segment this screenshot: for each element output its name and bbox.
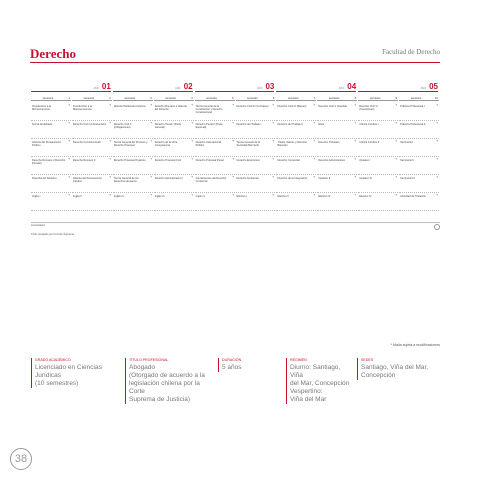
- course-cell: [399, 121, 439, 139]
- course-cell: [72, 193, 112, 211]
- info-label: TÍTULO PROFESIONAL: [129, 358, 169, 362]
- corner-arrow-icon: [232, 122, 234, 124]
- course-cell: [236, 103, 276, 121]
- course-cell: [72, 175, 112, 193]
- course-name: Derecho Procesal Civil: [154, 159, 181, 162]
- course-cell: [72, 121, 112, 139]
- course-cell: [358, 121, 398, 139]
- course-name: Derecho Civil I (Introducción): [72, 123, 107, 126]
- corner-arrow-icon: [436, 140, 438, 142]
- corner-arrow-icon: [150, 104, 152, 106]
- year-label: AÑO: [175, 87, 181, 90]
- course-name: Derecho Civil IV (Bienes): [277, 105, 307, 108]
- course-cell: [195, 139, 235, 157]
- course-name: Derecho Tributario: [318, 141, 340, 144]
- course-name: Derecho Internacional Público: [195, 141, 222, 148]
- course-name: Optativo I: [359, 159, 371, 162]
- course-name: Clínica Jurídica I: [359, 123, 379, 126]
- info-titulo: [125, 358, 215, 404]
- course-cell: [113, 193, 153, 211]
- corner-arrow-icon: [354, 104, 356, 106]
- year-number: 04: [347, 82, 357, 91]
- course-name: Clínica Jurídica II: [359, 141, 380, 144]
- course-name: Historia del Pensamiento Político: [32, 141, 61, 148]
- course-row: [31, 157, 440, 175]
- course-name: Derecho Constitucional I: [72, 141, 102, 144]
- semester-header: [317, 94, 357, 101]
- semester-label: semestre: [369, 97, 381, 100]
- course-cell: [317, 175, 357, 193]
- disclaimer: * Malla sujeta a modificaciones: [390, 343, 440, 347]
- course-cell: [317, 193, 357, 211]
- info-value: Diurno: Santiago, Viña del Mar, Concepción Vespertino: Viña del Mar: [290, 364, 350, 403]
- semester-number: 4: [190, 96, 193, 100]
- corner-arrow-icon: [395, 104, 397, 106]
- semester-header: [236, 94, 276, 101]
- corner-arrow-icon: [232, 104, 234, 106]
- semester-label: semestre: [410, 97, 422, 100]
- corner-arrow-icon: [272, 194, 274, 196]
- corner-arrow-icon: [313, 122, 315, 124]
- semester-number: 5: [231, 96, 234, 100]
- corner-arrow-icon: [313, 140, 315, 142]
- year-number: 03: [265, 82, 275, 91]
- course-cell: [31, 193, 71, 211]
- course-cell: [154, 103, 194, 121]
- semester-label: semestre: [288, 97, 299, 100]
- course-cell: [195, 121, 235, 139]
- course-name: Teoría General del Proceso y Derecho Procesal: [113, 141, 148, 148]
- course-cell: [31, 121, 71, 139]
- course-name: Inglés IV: [154, 195, 165, 198]
- course-name: Teoría General de los Derechos Humanos: [113, 177, 139, 184]
- course-cell: [31, 157, 71, 175]
- semester-label: semestre: [247, 97, 258, 100]
- faculty-name: Facultad de Derecho: [382, 48, 440, 56]
- course-name: Derecho Ambiental: [236, 177, 259, 180]
- course-name: Teoría General de la Sociedad Mercantil: [236, 141, 261, 148]
- course-name: Derecho Administrativo I: [154, 177, 183, 180]
- curriculum-grid: [31, 80, 440, 211]
- semester-label: semestre: [165, 97, 176, 100]
- course-name: Inglés I: [32, 195, 41, 198]
- course-name: Derecho Civil III (Contratos): [236, 105, 269, 108]
- info-label: GRADO ACADÉMICO: [35, 358, 71, 362]
- year-label: AÑO: [256, 87, 263, 90]
- course-cell: [236, 157, 276, 175]
- course-name: Derecho de la Integración: [277, 177, 308, 180]
- course-cell: [154, 121, 194, 139]
- course-name: Derecho Penal I (Parte General): [154, 123, 182, 130]
- marker-icon: [434, 224, 440, 230]
- corner-arrow-icon: [395, 158, 397, 160]
- corner-arrow-icon: [109, 104, 111, 106]
- corner-arrow-icon: [150, 122, 152, 124]
- corner-arrow-icon: [68, 176, 70, 178]
- course-name: Seminario III: [400, 177, 415, 180]
- course-name: Filosofía del Derecho: [32, 177, 57, 180]
- course-cell: [399, 103, 439, 121]
- course-row: [31, 175, 440, 193]
- corner-arrow-icon: [68, 140, 70, 142]
- info-label: DURACIÓN: [222, 358, 242, 362]
- course-cell: [72, 103, 112, 121]
- course-cell: [113, 175, 153, 193]
- course-cell: [317, 103, 357, 121]
- corner-arrow-icon: [68, 122, 70, 124]
- years-header: [31, 80, 440, 90]
- semester-label: semestre: [328, 97, 340, 100]
- page-title: Derecho: [30, 46, 76, 61]
- corner-arrow-icon: [436, 104, 438, 106]
- year-number: 01: [101, 82, 111, 91]
- course-cell: [72, 139, 112, 157]
- course-row: [31, 139, 440, 157]
- year-number: 05: [429, 82, 438, 91]
- corner-arrow-icon: [109, 122, 111, 124]
- page-number: 38: [10, 448, 32, 470]
- course-cell: [276, 103, 316, 121]
- corner-arrow-icon: [313, 194, 315, 196]
- course-name: Derecho Civil II (Obligaciones): [113, 123, 132, 130]
- semester-number: 10: [434, 96, 439, 100]
- year-label: AÑO: [338, 87, 345, 90]
- course-name: Inglés III: [113, 195, 124, 198]
- corner-arrow-icon: [68, 194, 70, 196]
- semester-label: semestre: [206, 97, 217, 100]
- course-name: Derecho Comercial: [277, 159, 300, 162]
- corner-arrow-icon: [313, 104, 315, 106]
- course-name: Historia Política Económica: [113, 105, 146, 108]
- corner-arrow-icon: [232, 176, 234, 178]
- semester-header: [31, 94, 71, 101]
- course-cell: [276, 193, 316, 211]
- course-name: Fundamentos del Derecho Comercial: [195, 177, 227, 184]
- corner-arrow-icon: [272, 158, 274, 160]
- course-name: Derecho del Trabajo I: [236, 123, 262, 126]
- corner-arrow-icon: [232, 194, 234, 196]
- info-label: RÉGIMEN: [290, 358, 307, 362]
- semester-number: 7: [313, 96, 316, 100]
- course-cell: [358, 103, 398, 121]
- corner-arrow-icon: [191, 176, 193, 178]
- corner-arrow-icon: [150, 194, 152, 196]
- corner-arrow-icon: [68, 158, 70, 160]
- semester-label: semestre: [83, 97, 95, 100]
- semester-header: [72, 94, 112, 101]
- course-cell: [113, 139, 153, 157]
- year-rule: [358, 91, 438, 92]
- course-rows: [31, 103, 440, 211]
- course-row: [31, 121, 440, 139]
- year-label: AÑO: [93, 87, 99, 90]
- corner-arrow-icon: [354, 158, 356, 160]
- corner-arrow-icon: [436, 194, 438, 196]
- semester-number: 1: [68, 96, 70, 100]
- course-name: Inglés II: [72, 195, 82, 198]
- course-cell: [72, 157, 112, 175]
- corner-arrow-icon: [354, 176, 356, 178]
- info-label: SEDES: [361, 358, 374, 362]
- year-rule: [276, 91, 356, 92]
- course-name: Títulos Valores y Derecho Bancario: [277, 141, 308, 148]
- course-name: Inglés V: [195, 195, 205, 198]
- year-header: [358, 80, 438, 90]
- corner-arrow-icon: [109, 176, 111, 178]
- course-cell: [358, 193, 398, 211]
- course-cell: [154, 157, 194, 175]
- course-cell: [317, 139, 357, 157]
- course-name: Seminario II: [400, 159, 414, 162]
- year-rule: [113, 91, 193, 92]
- corner-arrow-icon: [191, 194, 193, 196]
- course-name: Derecho Civil VI (Sucesiones): [359, 105, 378, 112]
- corner-arrow-icon: [232, 158, 234, 160]
- course-name: Derecho Económico: [236, 159, 260, 162]
- corner-arrow-icon: [191, 122, 193, 124]
- year-rule: [31, 91, 111, 92]
- course-cell: [399, 157, 439, 175]
- semester-label: semestre: [124, 97, 136, 100]
- corner-arrow-icon: [395, 176, 397, 178]
- licenciatura-label: Licenciatura: [31, 224, 45, 227]
- course-name: Teoría del Estado: [32, 123, 53, 126]
- course-cell: [31, 103, 71, 121]
- semester-header: [399, 94, 439, 101]
- course-cell: [399, 193, 439, 211]
- title-note: Título otorgado por la Corte Suprema: [31, 233, 74, 236]
- year-header: [276, 80, 356, 90]
- course-name: Seminario I: [400, 141, 414, 144]
- course-cell: [236, 175, 276, 193]
- course-cell: [236, 121, 276, 139]
- course-cell: [113, 121, 153, 139]
- corner-arrow-icon: [436, 122, 438, 124]
- grid-footer: [31, 222, 440, 236]
- course-cell: [195, 175, 235, 193]
- semester-label: semestre: [42, 97, 54, 100]
- corner-arrow-icon: [436, 176, 438, 178]
- semester-header: [358, 94, 398, 101]
- corner-arrow-icon: [191, 158, 193, 160]
- course-name: Práctica Profesional I: [400, 105, 425, 108]
- corner-arrow-icon: [68, 104, 70, 106]
- info-duracion: [218, 358, 262, 372]
- corner-arrow-icon: [150, 158, 152, 160]
- course-name: Derecho del Trabajo II: [277, 123, 303, 126]
- semester-header: [276, 94, 316, 101]
- corner-arrow-icon: [191, 104, 193, 106]
- corner-arrow-icon: [109, 158, 111, 160]
- year-label: AÑO: [420, 87, 426, 90]
- course-cell: [195, 103, 235, 121]
- corner-arrow-icon: [436, 158, 438, 160]
- course-cell: [358, 175, 398, 193]
- corner-arrow-icon: [313, 158, 315, 160]
- info-value: Santiago, Viña del Mar, Concepción: [361, 364, 429, 379]
- course-cell: [236, 193, 276, 211]
- course-name: Introducción a la Macroeconomía: [72, 105, 92, 112]
- course-name: Derecho Civil V (Familia): [318, 105, 348, 108]
- info-value: Licenciado en Ciencias Jurídicas (10 semestres): [35, 364, 102, 387]
- course-name: Derecho Penal II (Parte Especial): [195, 123, 223, 130]
- semester-header: [113, 94, 153, 101]
- course-name: Práctica Profesional II: [400, 123, 426, 126]
- year-rule: [195, 91, 275, 92]
- course-name: Introducción a la Microeconomía: [32, 105, 52, 112]
- course-name: Electivo II: [277, 195, 289, 198]
- course-cell: [154, 175, 194, 193]
- course-name: Derecho Romano II: [72, 159, 96, 162]
- corner-arrow-icon: [313, 176, 315, 178]
- year-header: [195, 80, 275, 90]
- corner-arrow-icon: [232, 140, 234, 142]
- course-cell: [154, 139, 194, 157]
- semester-header: [154, 94, 194, 101]
- corner-arrow-icon: [272, 104, 274, 106]
- info-value: Abogado (Otorgado de acuerdo a la legislación chilena por la Corte Suprema de Justicia): [129, 364, 205, 403]
- semesters-header: [31, 94, 440, 101]
- course-name: Teoría General de la Constitución y Derecho Constitucional: [195, 105, 223, 115]
- course-cell: [317, 121, 357, 139]
- semester-number: 3: [150, 96, 152, 100]
- corner-arrow-icon: [395, 194, 397, 196]
- corner-arrow-icon: [354, 140, 356, 142]
- course-name: Optativo III: [359, 177, 372, 180]
- course-cell: [195, 157, 235, 175]
- corner-arrow-icon: [354, 122, 356, 124]
- course-cell: [276, 121, 316, 139]
- course-cell: [399, 139, 439, 157]
- course-cell: [276, 157, 316, 175]
- corner-arrow-icon: [150, 176, 152, 178]
- corner-arrow-icon: [272, 122, 274, 124]
- course-cell: [113, 103, 153, 121]
- course-cell: [195, 193, 235, 211]
- course-cell: [276, 139, 316, 157]
- course-cell: [31, 175, 71, 193]
- info-value: 5 años: [222, 364, 242, 371]
- semester-header: [195, 94, 235, 101]
- course-cell: [31, 139, 71, 157]
- year-number: 02: [183, 82, 193, 91]
- course-name: Derecho Romano I (Derecho Privado): [32, 159, 66, 166]
- course-cell: [358, 139, 398, 157]
- corner-arrow-icon: [150, 140, 152, 142]
- corner-arrow-icon: [109, 140, 111, 142]
- year-header: [31, 80, 111, 90]
- course-name: Electivo III: [318, 195, 331, 198]
- corner-arrow-icon: [272, 140, 274, 142]
- course-name: Ética: [318, 123, 325, 126]
- corner-arrow-icon: [191, 140, 193, 142]
- corner-arrow-icon: [354, 194, 356, 196]
- course-name: Derecho Procesal Orgánico: [113, 159, 146, 162]
- semester-number: 6: [272, 96, 275, 100]
- course-cell: [399, 175, 439, 193]
- info-regimen: [286, 358, 352, 404]
- course-name: Derecho Romano e Historia del Derecho: [154, 105, 187, 112]
- corner-arrow-icon: [109, 194, 111, 196]
- corner-arrow-icon: [272, 176, 274, 178]
- header-rule: [30, 62, 440, 63]
- info-grado: [31, 358, 121, 388]
- course-cell: [358, 157, 398, 175]
- corner-arrow-icon: [395, 140, 397, 142]
- year-header: [113, 80, 193, 90]
- semester-number: 9: [395, 96, 398, 100]
- course-cell: [236, 139, 276, 157]
- course-name: Electivo IV: [359, 195, 372, 198]
- course-cell: [276, 175, 316, 193]
- course-cell: [113, 157, 153, 175]
- semester-number: 2: [109, 96, 111, 100]
- course-name: Electivo I: [236, 195, 248, 198]
- corner-arrow-icon: [395, 122, 397, 124]
- course-name: Derecho de la Libre Competencia: [154, 141, 178, 148]
- course-row: [31, 103, 440, 121]
- course-row: [31, 193, 440, 211]
- semester-number: 8: [354, 96, 357, 100]
- info-sedes: [357, 358, 441, 380]
- course-name: Actividad de Titulación: [400, 195, 426, 198]
- course-name: Derecho Administrativo: [318, 159, 346, 162]
- course-name: Optativo II: [318, 177, 331, 180]
- course-name: Derecho Procesal Penal: [195, 159, 224, 162]
- course-cell: [317, 157, 357, 175]
- course-cell: [154, 193, 194, 211]
- course-name: Historia del Pensamiento Jurídico: [72, 177, 102, 184]
